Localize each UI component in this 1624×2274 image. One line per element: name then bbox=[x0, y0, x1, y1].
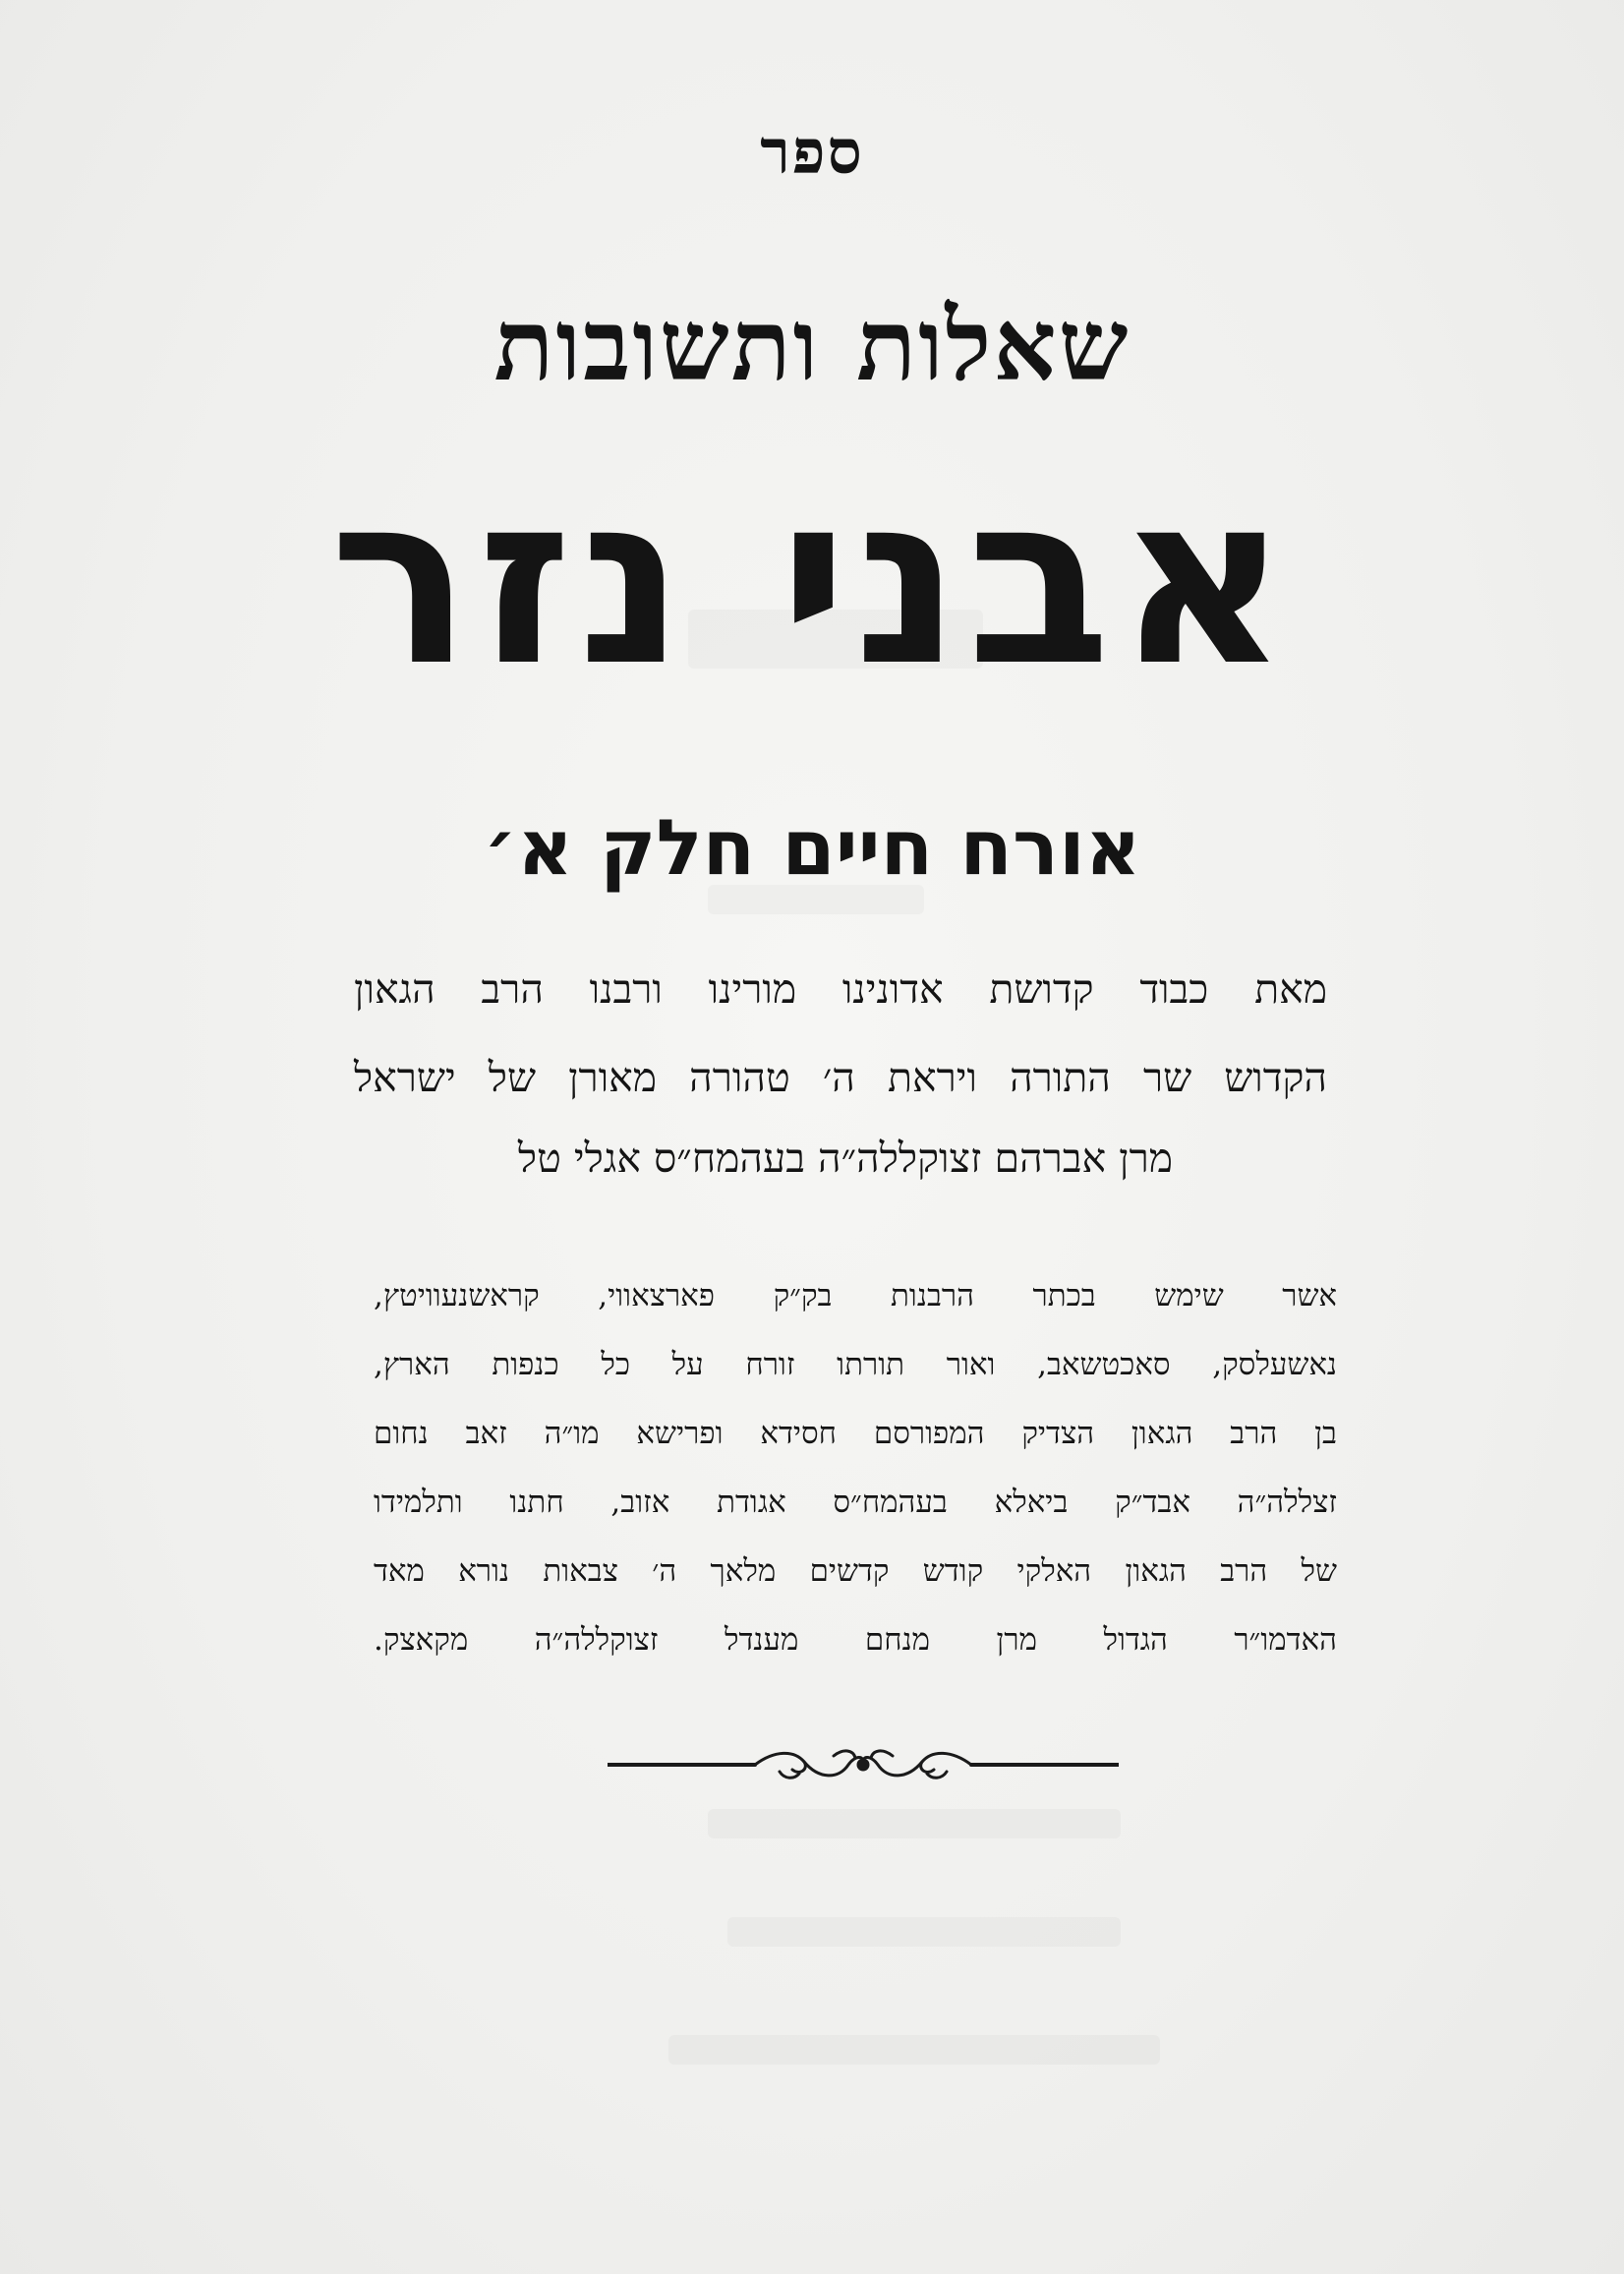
bio-line: האדמו״ר הגדול מרן מנחם מענדל זצוקללה״ה מקאצק. bbox=[374, 1622, 1337, 1658]
genre-heading: שאלות ותשובות bbox=[493, 287, 1131, 403]
bio-line: זצללה״ה אבד״ק ביאלא בעהמח״ס אגודת אזוב, חתנו ותלמידו bbox=[374, 1485, 1337, 1520]
bio-line: של הרב הגאון האלקי קודש קדשים מלאך ה׳ צבאות נורא מאד bbox=[374, 1553, 1337, 1589]
bio-line: בן הרב הגאון הצדיק המפורסם חסידא ופרישא מו״ה זאב נחום bbox=[374, 1416, 1337, 1451]
scroll-flourish-icon bbox=[608, 1740, 1119, 1789]
bio-line: נאשעלסק, סאכטשאב, ואור תורתו זורח על כל כנפות הארץ, bbox=[374, 1347, 1337, 1382]
author-line: מרן אברהם זצוקללה״ה בעהמח״ס אגלי טל bbox=[517, 1135, 1174, 1182]
book-title: אבני נזר bbox=[329, 442, 1295, 718]
bleed-through-mark bbox=[708, 1809, 1121, 1838]
bleed-through-mark bbox=[727, 1917, 1121, 1947]
volume-subtitle: אורח חיים חלק א׳ bbox=[483, 804, 1141, 893]
author-line: הקדוש שר התורה ויראת ה׳ טהורה מאורן של ישראל bbox=[354, 1054, 1327, 1101]
bio-line: אשר שימש בכתר הרבנות בק״ק פארצאווי, קראשנעוויטץ, bbox=[374, 1278, 1337, 1313]
bleed-through-mark bbox=[668, 2035, 1160, 2065]
author-line: מאת כבוד קדושת אדונינו מורינו ורבנו הרב הגאון bbox=[354, 965, 1327, 1013]
book-label: ספר bbox=[760, 116, 864, 188]
